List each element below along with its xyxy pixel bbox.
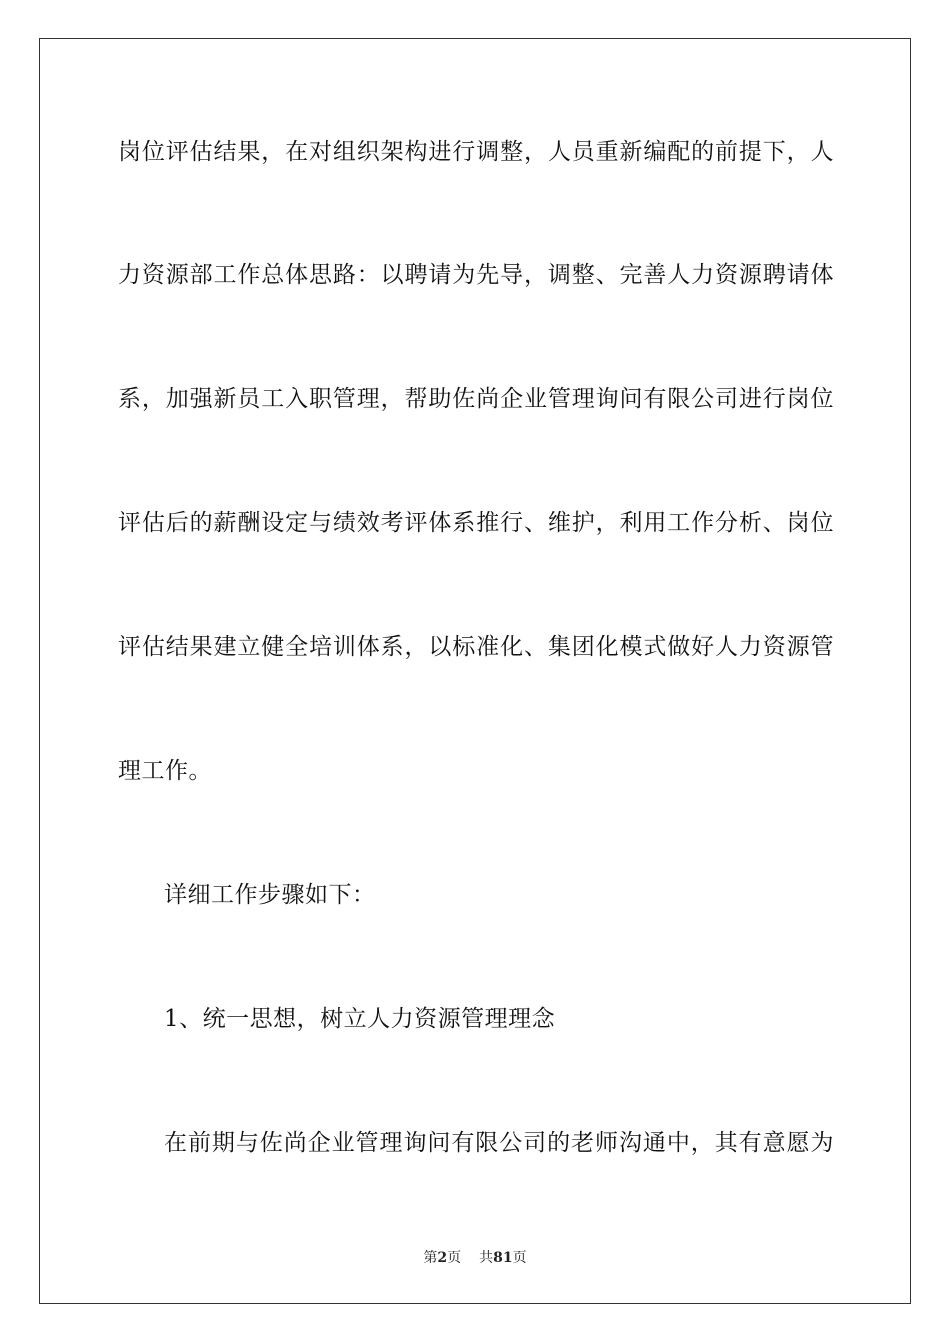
body-line-3: 系，加强新员工入职管理，帮助佐尚企业管理询问有限公司进行岗位 [118,386,834,412]
body-line-2: 力资源部工作总体思路：以聘请为先导，调整、完善人力资源聘请体 [118,262,834,288]
footer-page-prefix: 第 [423,1250,438,1266]
body-line-9: 在前期与佐尚企业管理询问有限公司的老师沟通中，其有意愿为 [164,1130,834,1156]
footer-total-suffix: 页 [512,1250,527,1266]
body-line-5: 评估结果建立健全培训体系，以标准化、集团化模式做好人力资源管 [118,634,834,660]
section-heading: 1、统一思想，树立人力资源管理理念 [164,1006,556,1032]
body-line-6: 理工作。 [118,758,212,784]
footer-page-suffix: 页 [447,1250,462,1266]
body-line-1: 岗位评估结果，在对组织架构进行调整，人员重新编配的前提下，人 [118,139,834,165]
footer-total-number: 81 [493,1250,513,1266]
footer-page-number: 2 [437,1250,448,1266]
body-line-4: 评估后的薪酬设定与绩效考评体系推行、维护，利用工作分析、岗位 [118,510,834,536]
page-footer [0,1247,950,1267]
footer-total-prefix: 共 [479,1250,494,1266]
page-border [39,38,911,1304]
body-line-7: 详细工作步骤如下： [164,882,376,908]
